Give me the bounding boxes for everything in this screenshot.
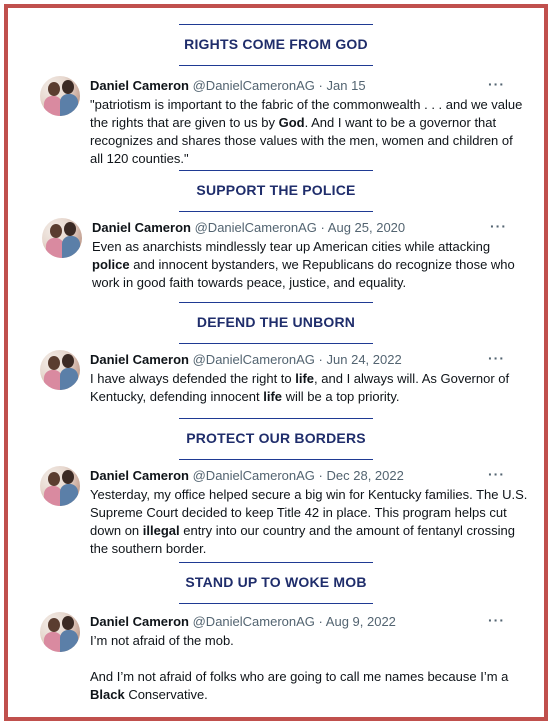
author-name[interactable]: Daniel Cameron bbox=[92, 220, 191, 235]
more-options-icon[interactable]: ··· bbox=[490, 218, 507, 234]
tweet-date[interactable]: Jun 24, 2022 bbox=[326, 352, 402, 367]
avatar[interactable] bbox=[42, 218, 82, 258]
infographic-frame bbox=[4, 4, 548, 721]
separator-dot: · bbox=[318, 78, 323, 93]
tweet-date[interactable]: Aug 9, 2022 bbox=[325, 614, 396, 629]
tweet-text bbox=[90, 632, 528, 704]
tweet-text: Yesterday, my office helped secure a big win for Kentucky families. The U.S. Supreme Court decided to keep Title 42 in place. This program helps cut down on illegal entry into our country and the amount of fentanyl crossing the southern border. bbox=[90, 487, 528, 556]
more-options-icon[interactable]: ··· bbox=[488, 466, 505, 482]
heading-title: DEFEND THE UNBORN bbox=[196, 314, 356, 330]
separator-dot: · bbox=[318, 614, 323, 629]
more-options-icon[interactable]: ··· bbox=[488, 612, 505, 628]
heading-rule-top bbox=[179, 24, 373, 25]
heading-title: STAND UP TO WOKE MOB bbox=[185, 574, 367, 590]
author-handle[interactable]: @DanielCameronAG bbox=[194, 220, 317, 235]
heading-rule-top bbox=[179, 302, 373, 303]
heading-rule-bottom bbox=[179, 211, 373, 212]
section-heading bbox=[8, 562, 544, 604]
tweet-date[interactable]: Aug 25, 2020 bbox=[327, 220, 406, 235]
tweet-paragraph: I’m not afraid of the mob. bbox=[90, 633, 234, 648]
author-handle[interactable]: @DanielCameronAG bbox=[192, 614, 315, 629]
avatar[interactable] bbox=[40, 76, 80, 116]
author-name[interactable]: Daniel Cameron bbox=[90, 614, 189, 629]
heading-title: PROTECT OUR BORDERS bbox=[186, 430, 366, 446]
author-handle[interactable]: @DanielCameronAG bbox=[192, 78, 315, 93]
heading-title: SUPPORT THE POLICE bbox=[196, 182, 356, 198]
tweet-meta bbox=[90, 468, 404, 483]
tweet-text: Even as anarchists mindlessly tear up American cities while attacking police and innocent bystanders, we Republicans do recognize those who work in good faith towards peace, justice, and equality. bbox=[92, 239, 515, 290]
more-options-icon[interactable]: ··· bbox=[488, 76, 505, 92]
author-name[interactable]: Daniel Cameron bbox=[90, 78, 189, 93]
separator-dot: · bbox=[318, 352, 323, 367]
heading-title: RIGHTS COME FROM GOD bbox=[184, 36, 368, 52]
heading-rule-top bbox=[179, 418, 373, 419]
heading-rule-bottom bbox=[179, 459, 373, 460]
avatar[interactable] bbox=[40, 350, 80, 390]
tweet-text: I have always defended the right to life, and I always will. As Governor of Kentucky, defending innocent life will be a top priority. bbox=[90, 371, 510, 404]
section-heading bbox=[8, 170, 544, 212]
tweet-meta bbox=[90, 78, 366, 93]
avatar[interactable] bbox=[40, 466, 80, 506]
separator-dot: · bbox=[320, 220, 325, 235]
tweet-meta bbox=[92, 220, 405, 235]
section-heading bbox=[8, 418, 544, 460]
author-handle[interactable]: @DanielCameronAG bbox=[192, 468, 315, 483]
tweet-text: "patriotism is important to the fabric of the commonwealth . . . and we value the rights that are given to us by God. And I want to be a governor that recognizes and shares those values with the men, women and children of all 120 counties." bbox=[90, 97, 523, 166]
heading-rule-bottom bbox=[179, 65, 373, 66]
tweet-date[interactable]: Dec 28, 2022 bbox=[326, 468, 404, 483]
heading-rule-top bbox=[179, 170, 373, 171]
section-heading bbox=[8, 24, 544, 66]
heading-rule-top bbox=[179, 562, 373, 563]
heading-rule-bottom bbox=[179, 603, 373, 604]
section-heading bbox=[8, 302, 544, 344]
author-handle[interactable]: @DanielCameronAG bbox=[192, 352, 315, 367]
tweet-paragraph: And I’m not afraid of folks who are going to call me names because I’m a Black Conservative. bbox=[90, 669, 509, 702]
more-options-icon[interactable]: ··· bbox=[488, 350, 505, 366]
tweet-meta bbox=[90, 352, 402, 367]
author-name[interactable]: Daniel Cameron bbox=[90, 352, 189, 367]
heading-rule-bottom bbox=[179, 343, 373, 344]
separator-dot: · bbox=[318, 468, 323, 483]
tweet-date[interactable]: Jan 15 bbox=[326, 78, 366, 93]
author-name[interactable]: Daniel Cameron bbox=[90, 468, 189, 483]
avatar[interactable] bbox=[40, 612, 80, 652]
tweet-meta bbox=[90, 614, 396, 629]
